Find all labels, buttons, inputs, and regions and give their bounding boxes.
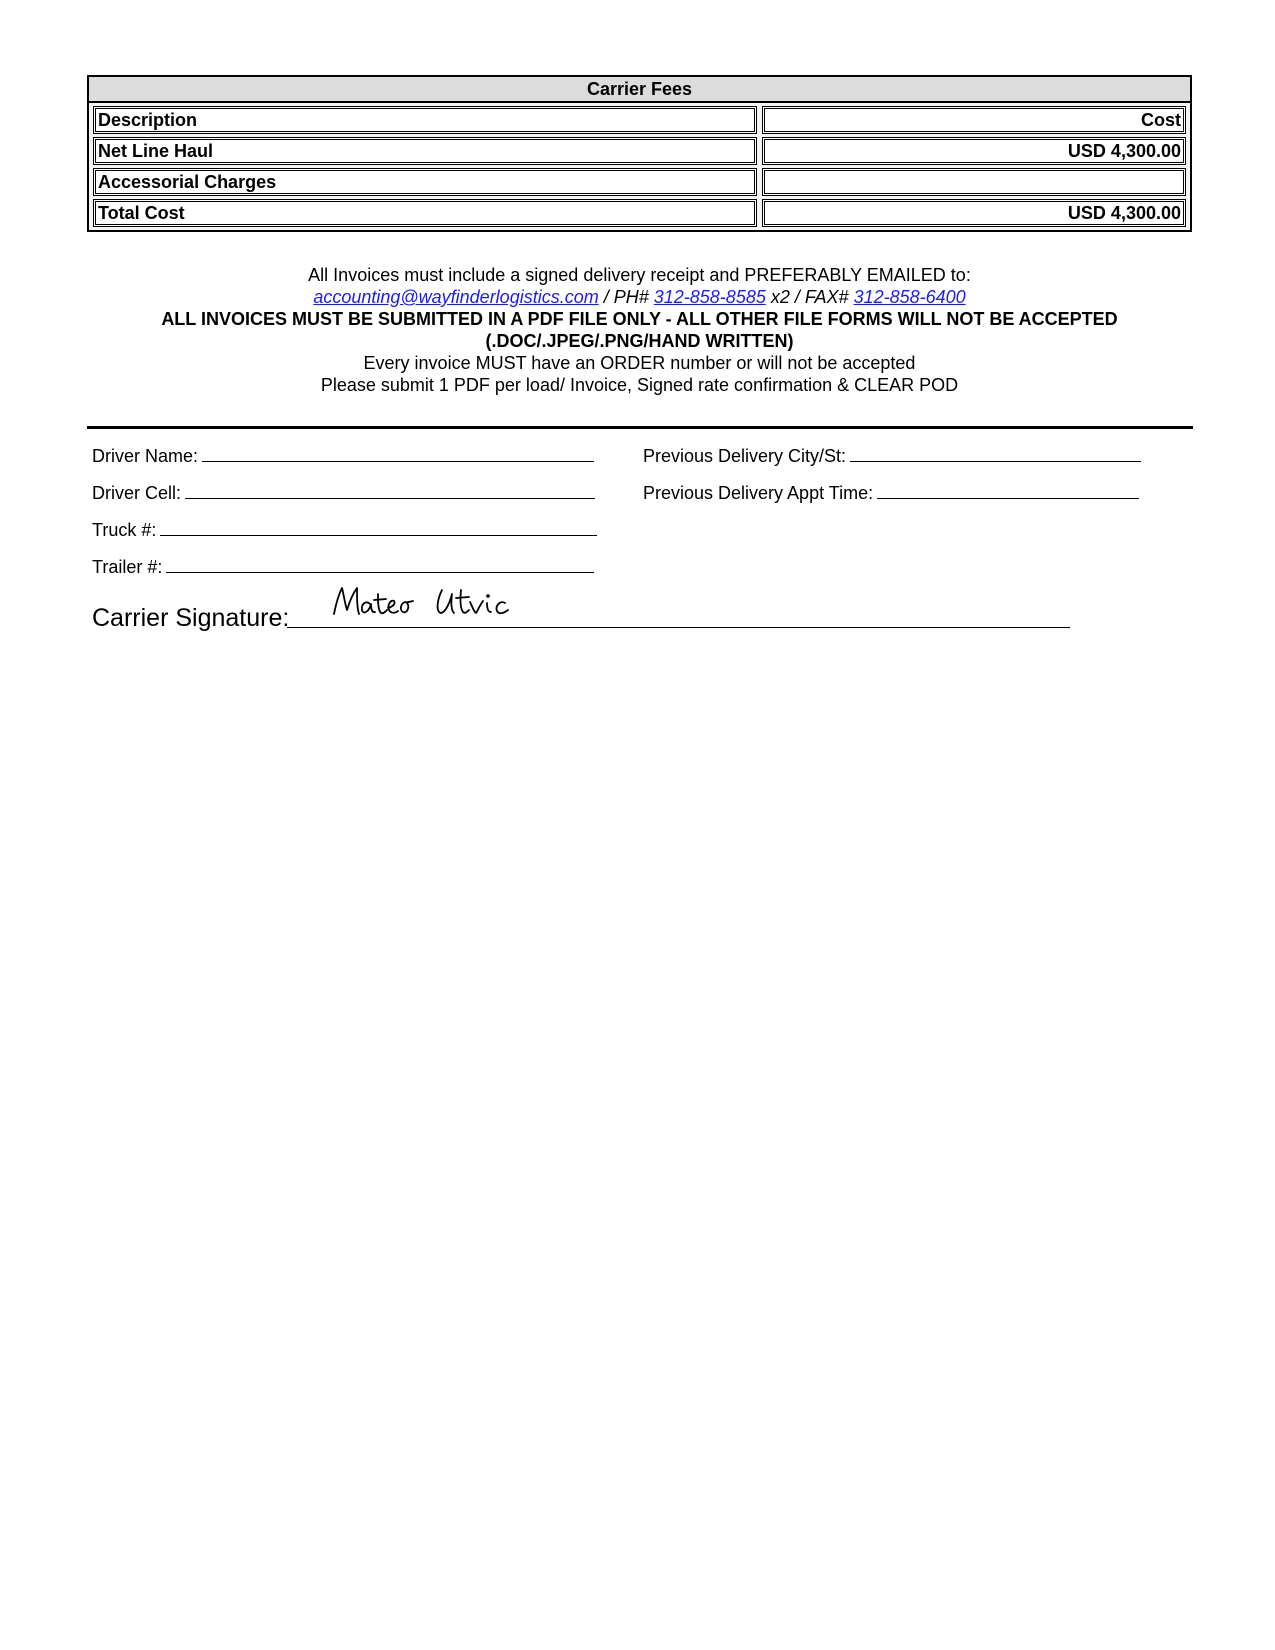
phone-prefix: / PH# <box>598 287 654 307</box>
driver-cell-blank[interactable] <box>185 482 595 499</box>
truck-field[interactable] <box>92 519 597 541</box>
total-cost-value: USD 4,300.00 <box>762 199 1186 227</box>
driver-cell-label: Driver Cell: <box>92 483 182 503</box>
driver-name-blank[interactable] <box>202 445 594 462</box>
previous-delivery-city-field[interactable] <box>643 445 1141 467</box>
submission-notice: Please submit 1 PDF per load/ Invoice, Signed rate confirmation & CLEAR POD <box>320 375 959 395</box>
net-line-haul-label: Net Line Haul <box>93 137 757 165</box>
section-divider <box>87 426 1193 429</box>
instructions-line-1: All Invoices must include a signed delivery receipt and PREFERABLY EMAILED to: <box>308 265 971 285</box>
carrier-signature-line[interactable] <box>287 627 1070 628</box>
instructions-contact-line <box>87 286 1192 308</box>
previous-delivery-appt-label: Previous Delivery Appt Time: <box>643 483 874 503</box>
pdf-only-notice: ALL INVOICES MUST BE SUBMITTED IN A PDF FILE ONLY - ALL OTHER FILE FORMS WILL NOT BE ACCEPTED <box>161 309 1118 329</box>
cost-header: Cost <box>762 106 1186 134</box>
driver-name-field[interactable] <box>92 445 594 467</box>
truck-blank[interactable] <box>160 519 597 536</box>
fax-link[interactable]: 312-858-6400 <box>853 287 966 307</box>
fees-row-net-line-haul <box>89 134 1190 165</box>
handwritten-signature <box>330 580 530 626</box>
previous-delivery-appt-blank[interactable] <box>877 482 1139 499</box>
carrier-fees-table <box>87 75 1192 232</box>
accessorial-charges-cost <box>762 168 1186 196</box>
truck-label: Truck #: <box>92 520 157 540</box>
carrier-signature-label: Carrier Signature: <box>92 604 290 632</box>
fees-row-accessorial <box>89 165 1190 196</box>
order-number-notice: Every invoice MUST have an ORDER number or will not be accepted <box>363 353 916 373</box>
accessorial-charges-label: Accessorial Charges <box>93 168 757 196</box>
fees-header-row <box>89 103 1190 134</box>
previous-delivery-city-label: Previous Delivery City/St: <box>643 446 847 466</box>
fax-prefix: x2 / FAX# <box>765 287 854 307</box>
total-cost-label: Total Cost <box>93 199 757 227</box>
trailer-label: Trailer #: <box>92 557 163 577</box>
previous-delivery-city-blank[interactable] <box>850 445 1141 462</box>
phone-link[interactable]: 312-858-8585 <box>653 287 766 307</box>
net-line-haul-cost: USD 4,300.00 <box>762 137 1186 165</box>
fees-row-total <box>89 196 1190 230</box>
trailer-field[interactable] <box>92 556 594 578</box>
previous-delivery-appt-field[interactable] <box>643 482 1139 504</box>
description-header: Description <box>93 106 757 134</box>
accounting-email-link[interactable]: accounting@wayfinderlogistics.com <box>313 287 599 307</box>
file-types-notice: (.DOC/.JPEG/.PNG/HAND WRITTEN) <box>485 331 794 351</box>
invoice-instructions <box>87 264 1192 396</box>
fees-title: Carrier Fees <box>89 77 1190 103</box>
driver-name-label: Driver Name: <box>92 446 199 466</box>
driver-cell-field[interactable] <box>92 482 595 504</box>
trailer-blank[interactable] <box>166 556 594 573</box>
